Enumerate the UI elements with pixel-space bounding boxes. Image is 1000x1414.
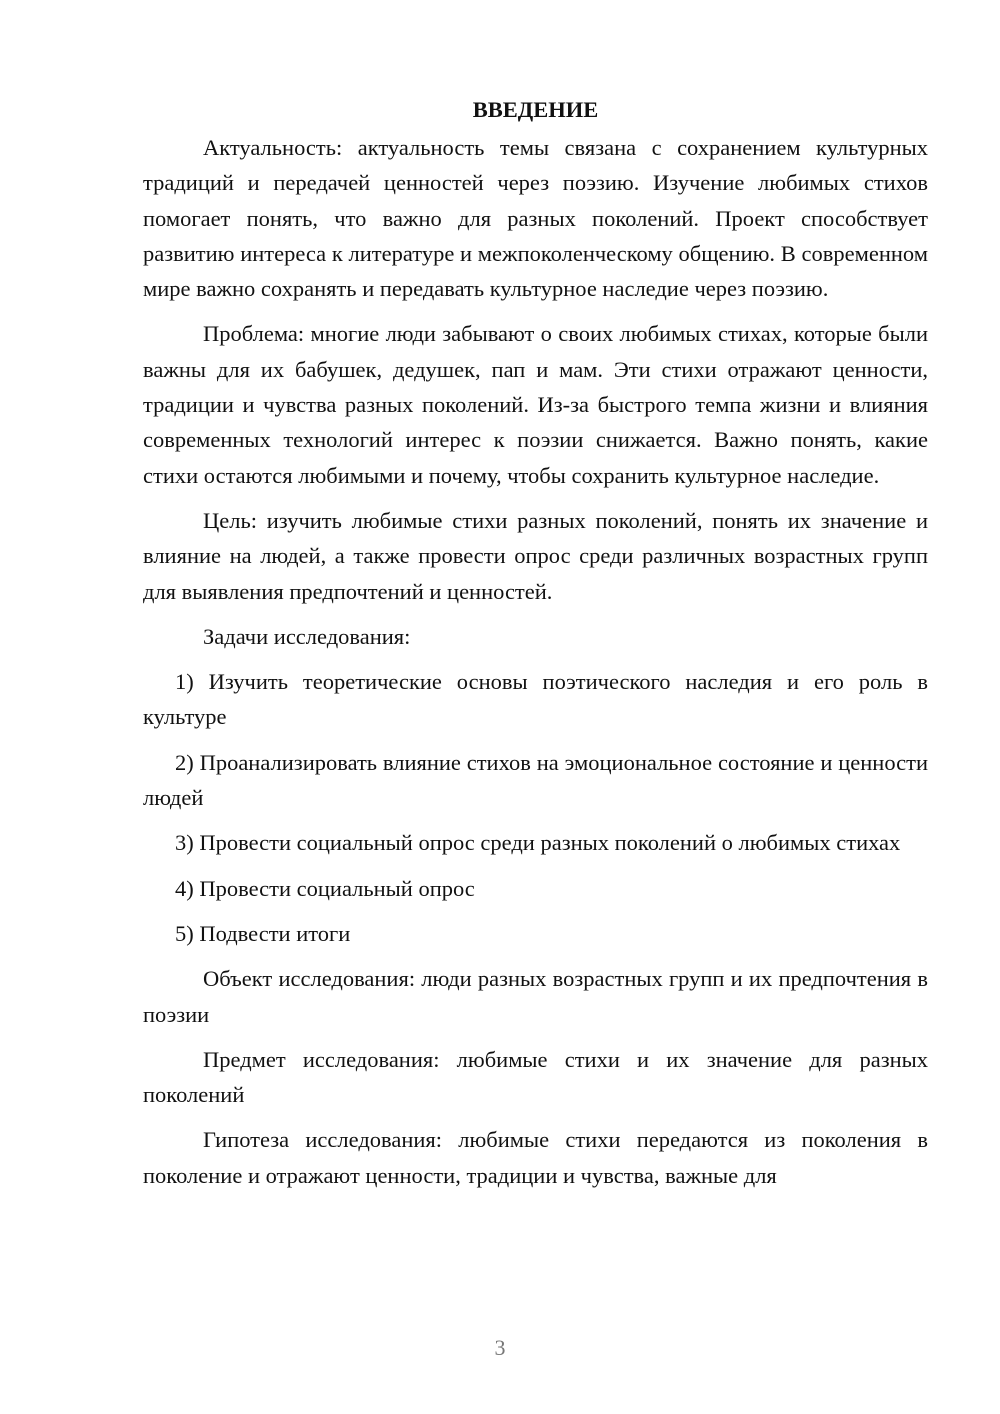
object-paragraph: Объект исследования: люди разных возрастных групп и их предпочтения в поэзии — [143, 966, 928, 1027]
page-content — [143, 98, 928, 1203]
section-title: ВВЕДЕНИЕ — [472, 97, 599, 122]
tasks-list — [143, 664, 928, 951]
list-item: 2) Проанализировать влияние стихов на эмоциональное состояние и ценности людей — [143, 749, 928, 811]
relevance-paragraph: Актуальность: актуальность темы связана с сохранением культурных традиций и передачей ценностей через поэзию. Изучение любимых стихов помогает понять, что важно для разных поколений. Проект способствует развитию интереса к литературе и межпоколенческому общению. В современном мире важно сохранять и передавать культурное наследие через поэзию. — [143, 135, 928, 302]
problem-paragraph: Проблема: многие люди забывают о своих любимых стихах, которые были важны для их бабушек, дедушек, пап и мам. Эти стихи отражают ценности, традиции и чувства разных поколений. Из-за быстрого темпа жизни и влияния современных технологий интерес к поэзии снижается. Важно понять, какие стихи остаются любимыми и почему, чтобы сохранить культурное наследие. — [143, 321, 928, 488]
list-item: 1) Изучить теоретические основы поэтического наследия и его роль в культуре — [143, 669, 928, 730]
hypothesis-paragraph: Гипотеза исследования: любимые стихи передаются из поколения в поколение и отражают ценности, традиции и чувства, важные для — [143, 1127, 928, 1188]
list-item: 5) Подвести итоги — [175, 920, 351, 946]
list-item: 3) Провести социальный опрос среди разных поколений о любимых стихах — [175, 830, 901, 856]
page-number: 3 — [494, 1335, 506, 1360]
list-item: 4) Провести социальный опрос — [175, 875, 475, 901]
goal-paragraph: Цель: изучить любимые стихи разных поколений, понять их значение и влияние на людей, а также провести опрос среди различных возрастных групп для выявления предпочтений и ценностей. — [143, 507, 928, 604]
tasks-heading: Задачи исследования: — [203, 623, 411, 649]
subject-paragraph: Предмет исследования: любимые стихи и их значение для разных поколений — [143, 1046, 928, 1108]
